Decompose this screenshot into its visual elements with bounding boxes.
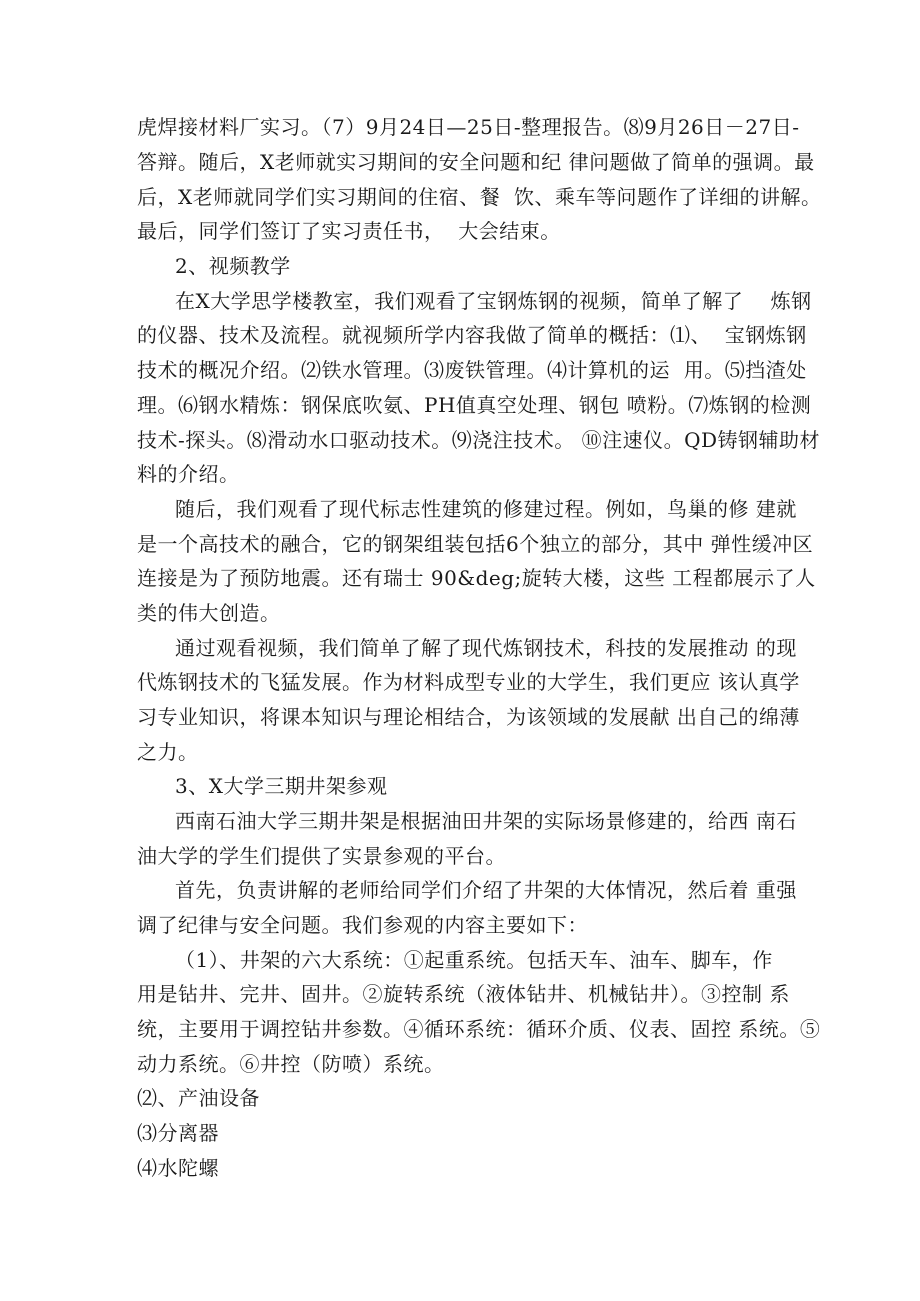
text-line: 理。⑹钢水精炼：钢保底吹氨、PH值真空处理、钢包 喷粉。⑺炼钢的检测 [137,393,812,417]
text-line: 连接是为了预防地震。还有瑞士 90&deg;旋转大楼，这些 工程都展示了人 [137,566,816,590]
list-item: ⑵、产油设备 [137,1086,260,1110]
text-line: 技术-探头。⑻滑动水口驱动技术。⑼浇注技术。 ⑩注速仪。QD铸钢辅助材 [137,428,821,452]
list-item: ⑷水陀螺 [137,1156,219,1180]
text-line: 调了纪律与安全问题。我们参观的内容主要如下： [137,913,588,937]
text-line: 通过观看视频，我们简单了解了现代炼钢技术，科技的发展推动 的现 [175,636,797,660]
text-line: （1）、井架的六大系统：①起重系统。包括天车、油车、脚车，作 [175,948,773,972]
text-line: 油大学的学生们提供了实景参观的平台。 [137,844,506,868]
text-line: 是一个高技术的融合，它的钢架组装包括6个独立的部分，其中 弹性缓冲区 [137,532,814,556]
text-line: 料的介绍。 [137,462,240,486]
text-line: 统，主要用于调控钻井参数。④循环系统：循环介质、仪表、固控 系统。⑤ [137,1017,821,1041]
text-line: 虎焊接材料厂实习。（7）9月24日—25日-整理报告。⑻9月26日－27日- [137,115,800,139]
list-item: ⑶分离器 [137,1121,219,1145]
text-line: 动力系统。⑥井控（防喷）系统。 [137,1052,445,1076]
text-line: 习专业知识，将课本知识与理论相结合，为该领域的发展献 出自己的绵薄 [137,705,800,729]
text-line: 随后，我们观看了现代标志性建筑的修建过程。例如，鸟巢的修 建就 [175,497,797,521]
text-line: 技术的概况介绍。⑵铁水管理。⑶废铁管理。⑷计算机的运 用。⑸挡渣处 [137,358,807,382]
section-heading: 2、视频教学 [175,254,291,278]
text-line: 之力。 [137,740,199,764]
text-line: 首先，负责讲解的老师给同学们介绍了井架的大体情况，然后着 重强 [175,878,797,902]
text-line: 后，X老师就同学们实习期间的住宿、餐 饮、乘车等问题作了详细的讲解。 [137,185,822,209]
section-heading: 3、X大学三期井架参观 [175,774,388,798]
text-line: 用是钻井、完井、固井。②旋转系统（液体钻井、机械钻井）。③控制 系 [137,982,790,1006]
text-line: 答辩。随后，X老师就实习期间的安全问题和纪 律问题做了简单的强调。最 [137,150,815,174]
text-line: 最后，同学们签订了实习责任书， 大会结束。 [137,219,561,243]
text-line: 代炼钢技术的飞猛发展。作为材料成型专业的大学生，我们更应 该认真学 [137,670,800,694]
text-line: 类的伟大创造。 [137,601,281,625]
text-line: 的仪器、技术及流程。就视频所学内容我做了简单的概括：⑴、 宝钢炼钢 [137,323,807,347]
text-line: 在X大学思学楼教室，我们观看了宝钢炼钢的视频，简单了解了 炼钢 [175,289,812,313]
text-line: 西南石油大学三期井架是根据油田井架的实际场景修建的，给西 南石 [175,809,797,833]
